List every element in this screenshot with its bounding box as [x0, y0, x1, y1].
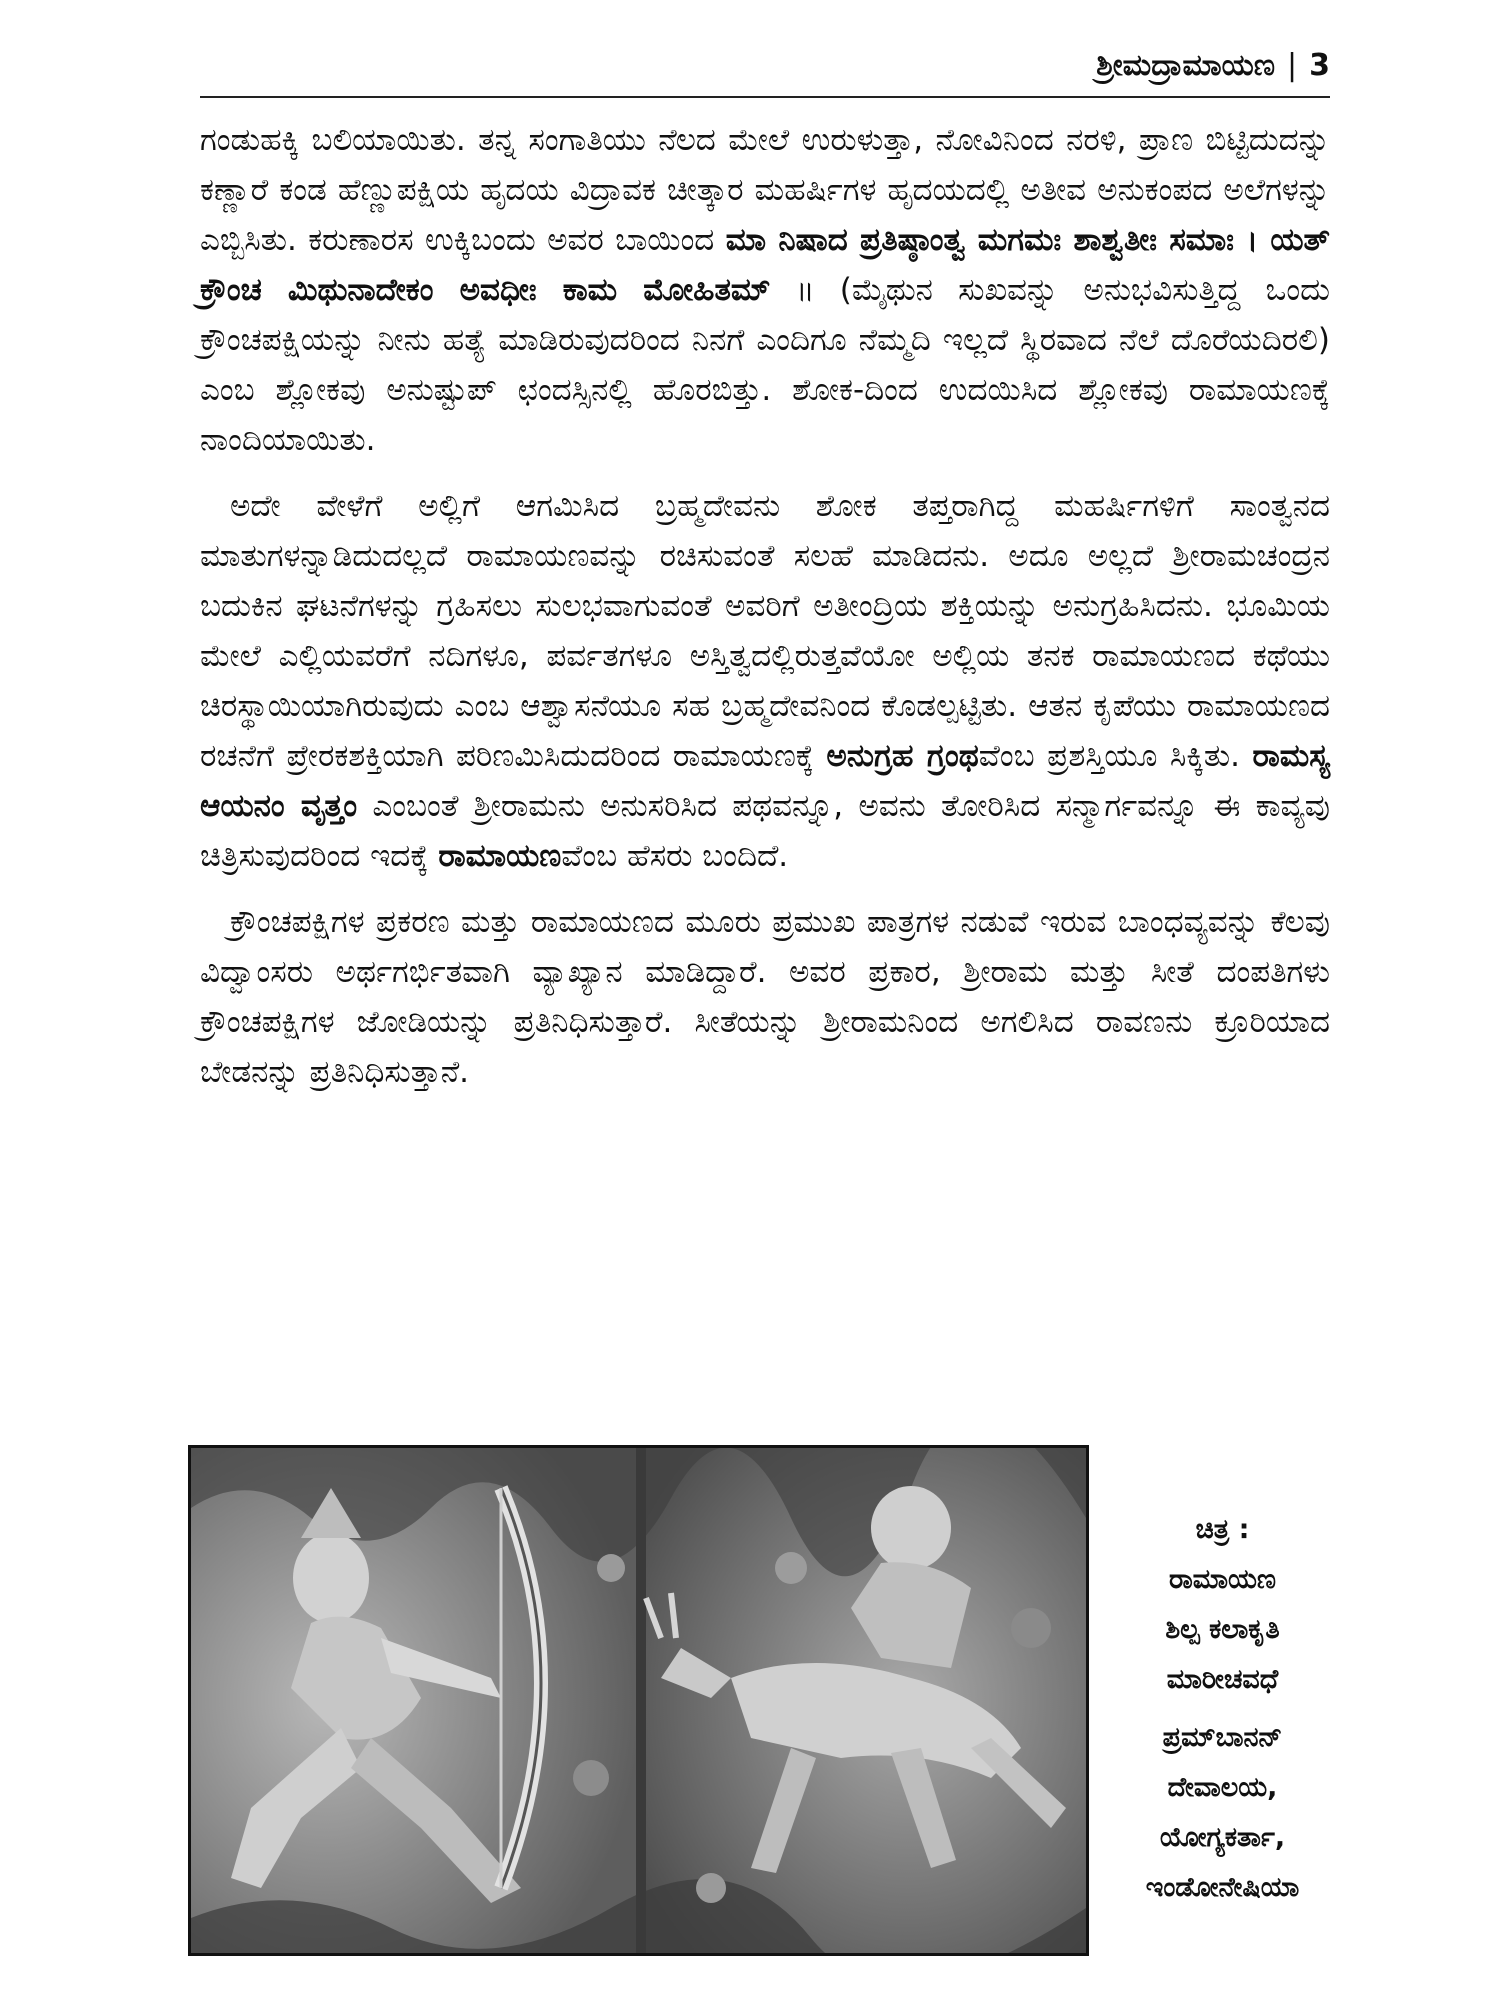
caption-line: ರಾಮಾಯಣ [1168, 1564, 1277, 1595]
paragraph [200, 897, 1330, 1097]
bold-term: ರಾಮಸ್ಯ ಆಯನಂ ವೃತ್ತಂ [200, 738, 1331, 824]
caption-line: ದೇವಾಲಯ, [1167, 1772, 1278, 1803]
header-separator: | [1287, 47, 1298, 83]
caption-line: ಪ್ರಮ್‌ಬಾನನ್ [1162, 1722, 1283, 1753]
text-run: ಎಂಬಂತೆ ಶ್ರೀರಾಮನು ಅನುಸರಿಸಿದ ಪಥವನ್ನೂ, ಅವನು ತೋರಿಸಿದ ಸನ್ಮಾರ್ಗವನ್ನೂ ಈ ಕಾವ್ಯವು ಚಿತ್ರಿಸುವುದರಿಂದ ಇದಕ್ಕೆ [200, 788, 1330, 874]
text-run: ವೆಂಬ ಹೆಸರು ಬಂದಿದೆ. [561, 838, 789, 874]
figure-caption [1105, 1505, 1340, 1913]
bold-term: ರಾಮಾಯಣ [438, 838, 562, 874]
caption-line: ಮಾರೀಚವಧೆ [1166, 1664, 1279, 1695]
text-run: ಅದೇ ವೇಳೆಗೆ ಅಲ್ಲಿಗೆ ಆಗಮಿಸಿದ ಬ್ರಹ್ಮದೇವನು ಶೋಕ ತಪ್ತರಾಗಿದ್ದ ಮಹರ್ಷಿಗಳಿಗೆ ಸಾಂತ್ವನದ ಮಾತುಗಳನ್ನಾಡಿದುದಲ್ಲದೆ ರಾಮಾಯಣವನ್ನು ರಚಿಸುವಂತೆ ಸಲಹೆ ಮಾಡಿದನು. ಅದೂ ಅಲ್ಲದೆ ಶ್ರೀರಾಮಚಂದ್ರನ ಬದುಕಿನ ಘಟನೆಗಳನ್ನು ಗ್ರಹಿಸಲು ಸುಲಭವಾಗುವಂತೆ ಅವರಿಗೆ ಅತೀಂದ್ರಿಯ ಶಕ್ತಿಯನ್ನು ಅನುಗ್ರಹಿಸಿದನು. ಭೂಮಿಯ ಮೇಲೆ ಎಲ್ಲಿಯವರೆಗೆ ನದಿಗಳೂ, ಪರ್ವತಗಳೂ ಅಸ್ತಿತ್ವದಲ್ಲಿರುತ್ತವೆಯೋ ಅಲ್ಲಿಯ ತನಕ ರಾಮಾಯಣದ ಕಥೆಯು ಚಿರಸ್ಥಾಯಿಯಾಗಿರುವುದು ಎಂಬ ಆಶ್ವಾಸನೆಯೂ ಸಹ ಬ್ರಹ್ಮದೇವನಿಂದ ಕೊಡಲ್ಪಟ್ಟಿತು. ಆತನ ಕೃಪೆಯು ರಾಮಾಯಣದ ರಚನೆಗೆ ಪ್ರೇರಕಶಕ್ತಿಯಾಗಿ ಪರಿಣಮಿಸಿದುದರಿಂದ ರಾಮಾಯಣಕ್ಕೆ [200, 488, 1330, 774]
bold-term: ಅನುಗ್ರಹ ಗ್ರಂಥ [826, 738, 979, 774]
page-number: 3 [1309, 47, 1330, 83]
text-run: ವೆಂಬ ಪ್ರಶಸ್ತಿಯೂ ಸಿಕ್ಕಿತು. [978, 738, 1253, 774]
text-run: ಕ್ರೌಂಚಪಕ್ಷಿಗಳ ಪ್ರಕರಣ ಮತ್ತು ರಾಮಾಯಣದ ಮೂರು ಪ್ರಮುಖ ಪಾತ್ರಗಳ ನಡುವೆ ಇರುವ ಬಾಂಧವ್ಯವನ್ನು ಕೆಲವು ವಿದ್ವಾಂಸರು ಅರ್ಥಗರ್ಭಿತವಾಗಿ ವ್ಯಾಖ್ಯಾನ ಮಾಡಿದ್ದಾರೆ. ಅವರ ಪ್ರಕಾರ, ಶ್ರೀರಾಮ ಮತ್ತು ಸೀತೆ ದಂಪತಿಗಳು ಕ್ರೌಂಚಪಕ್ಷಿಗಳ ಜೋಡಿಯನ್ನು ಪ್ರತಿನಿಧಿಸುತ್ತಾರೆ. ಸೀತೆಯನ್ನು ಶ್ರೀರಾಮನಿಂದ ಅಗಲಿಸಿದ ರಾವಣನು ಕ್ರೂರಿಯಾದ ಬೇಡನನ್ನು ಪ್ರತಿನಿಧಿಸುತ್ತಾನೆ. [200, 904, 1330, 1090]
caption-line: ಇಂಡೋನೇಷಿಯಾ [1145, 1872, 1300, 1903]
running-header [200, 40, 1330, 90]
caption-label: ಚಿತ್ರ : [1195, 1514, 1250, 1545]
relief-sculpture-photo [188, 1445, 1089, 1956]
sloka-bold: ಮಾ ನಿಷಾದ ಪ್ರತಿಷ್ಠಾಂತ್ವ ಮಗಮಃ ಶಾಶ್ವತೀಃ ಸಮಾಃ । ಯತ್ ಕ್ರೌಂಚ ಮಿಥುನಾದೇಕಂ ಅವಧೀಃ ಕಾಮ ಮೋಹಿತಮ್ [200, 222, 1330, 308]
caption-line: ಶಿಲ್ಪ ಕಲಾಕೃತಿ [1165, 1614, 1280, 1645]
paragraph [200, 115, 1330, 465]
text-run: ಗಂಡುಹಕ್ಕಿ ಬಲಿಯಾಯಿತು. ತನ್ನ ಸಂಗಾತಿಯು ನೆಲದ ಮೇಲೆ ಉರುಳುತ್ತಾ, ನೋವಿನಿಂದ ನರಳಿ, ಪ್ರಾಣ ಬಿಟ್ಟಿದುದನ್ನು ಕಣ್ಣಾರೆ ಕಂಡ ಹೆಣ್ಣುಪಕ್ಷಿಯ ಹೃದಯ ವಿದ್ರಾವಕ ಚೀತ್ಕಾರ ಮಹರ್ಷಿಗಳ ಹೃದಯದಲ್ಲಿ ಅತೀವ ಅನುಕಂಪದ ಅಲೆಗಳನ್ನು ಎಬ್ಬಿಸಿತು. ಕರುಣಾರಸ ಉಕ್ಕಿಬಂದು ಅವರ ಬಾಯಿಂದ [200, 122, 1330, 258]
header-rule [200, 96, 1330, 98]
relief-illustration [191, 1448, 1086, 1953]
body-text [200, 115, 1330, 1113]
text-run: ॥ (ಮೈಥುನ ಸುಖವನ್ನು ಅನುಭವಿಸುತ್ತಿದ್ದ ಒಂದು ಕ್ರೌಂಚಪಕ್ಷಿಯನ್ನು ನೀನು ಹತ್ಯೆ ಮಾಡಿರುವುದರಿಂದ ನಿನಗೆ ಎಂದಿಗೂ ನೆಮ್ಮದಿ ಇಲ್ಲದೆ ಸ್ಥಿರವಾದ ನೆಲೆ ದೊರೆಯದಿರಲಿ) ಎಂಬ ಶ್ಲೋಕವು ಅನುಷ್ಟುಪ್ ಛಂದಸ್ಸಿನಲ್ಲಿ ಹೊರಬಿತ್ತು. ಶೋಕ-ದಿಂದ ಉದಯಿಸಿದ ಶ್ಲೋಕವು ರಾಮಾಯಣಕ್ಕೆ ನಾಂದಿಯಾಯಿತು. [200, 272, 1330, 458]
book-title: ಶ್ರೀಮದ್ರಾಮಾಯಣ [1096, 47, 1276, 83]
caption-line: ಯೋಗ್ಯಕರ್ತಾ, [1159, 1822, 1286, 1853]
paragraph [200, 481, 1330, 881]
